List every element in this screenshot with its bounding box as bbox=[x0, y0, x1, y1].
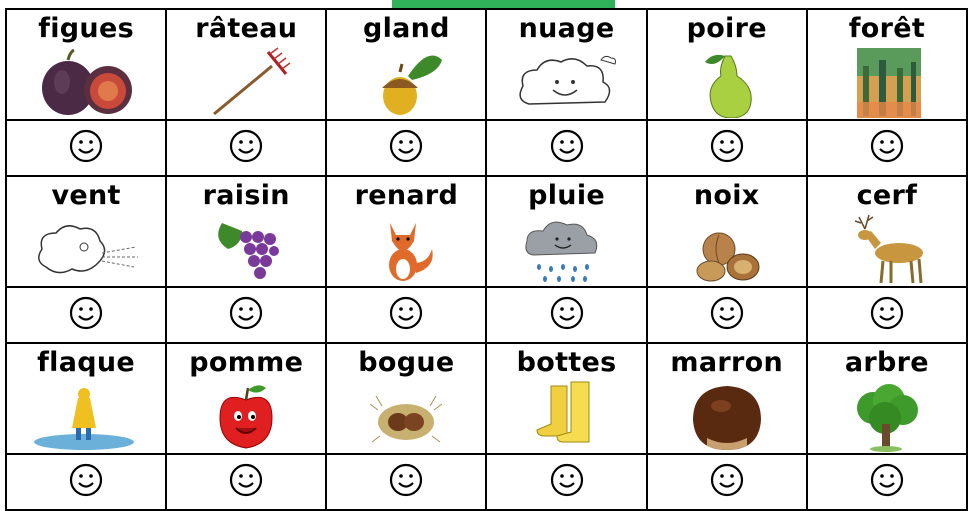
rain-cloud-icon bbox=[507, 213, 627, 285]
vocabulary-grid bbox=[5, 8, 968, 511]
cell-nuage bbox=[486, 9, 646, 120]
smiley-icon bbox=[550, 129, 584, 163]
smiley-icon bbox=[389, 463, 423, 497]
cell-poire bbox=[647, 9, 807, 120]
figs-icon bbox=[26, 46, 146, 118]
word-label: nuage bbox=[518, 13, 615, 44]
cell-vent bbox=[6, 176, 166, 287]
rake-icon bbox=[186, 46, 306, 118]
cell-gland bbox=[326, 9, 486, 120]
smiley-icon bbox=[710, 296, 744, 330]
cell-figues bbox=[6, 9, 166, 120]
tree-icon bbox=[827, 380, 947, 452]
word-label: arbre bbox=[844, 347, 929, 378]
walnut-icon bbox=[667, 213, 787, 285]
cell-foret bbox=[807, 9, 967, 120]
apple-icon bbox=[186, 380, 306, 452]
smiley-icon bbox=[710, 463, 744, 497]
word-label: forêt bbox=[848, 13, 926, 44]
word-label: renard bbox=[354, 180, 459, 211]
cell-marron bbox=[647, 343, 807, 454]
word-label: figues bbox=[38, 13, 134, 44]
word-row-2 bbox=[6, 176, 967, 287]
cell-rateau bbox=[166, 9, 326, 120]
smiley-icon bbox=[389, 296, 423, 330]
smiley-row-2 bbox=[6, 287, 967, 343]
blowing-wind-icon bbox=[26, 213, 146, 285]
fox-icon bbox=[346, 213, 466, 285]
cell-bottes bbox=[486, 343, 646, 454]
smiley-icon bbox=[550, 296, 584, 330]
smiley-icon bbox=[229, 296, 263, 330]
cell-cerf bbox=[807, 176, 967, 287]
cell-noix bbox=[647, 176, 807, 287]
smiley-icon bbox=[870, 463, 904, 497]
acorn-icon bbox=[346, 46, 466, 118]
smiley-icon bbox=[69, 296, 103, 330]
grapes-icon bbox=[186, 213, 306, 285]
smiley-icon bbox=[69, 463, 103, 497]
smiley-icon bbox=[389, 129, 423, 163]
cell-arbre bbox=[807, 343, 967, 454]
deer-icon bbox=[827, 213, 947, 285]
word-label: bogue bbox=[358, 347, 455, 378]
smiley-icon bbox=[550, 463, 584, 497]
word-label: marron bbox=[670, 347, 783, 378]
forest-icon bbox=[827, 46, 947, 118]
word-label: poire bbox=[686, 13, 767, 44]
cell-raisin bbox=[166, 176, 326, 287]
smiley-row-3 bbox=[6, 454, 967, 510]
word-label: raisin bbox=[202, 180, 290, 211]
cell-bogue bbox=[326, 343, 486, 454]
smiley-icon bbox=[229, 463, 263, 497]
smiley-icon bbox=[870, 296, 904, 330]
word-label: râteau bbox=[195, 13, 298, 44]
green-header-bar bbox=[392, 0, 615, 8]
smiling-cloud-icon bbox=[507, 46, 627, 118]
cell-pluie bbox=[486, 176, 646, 287]
chestnut-burr-icon bbox=[346, 380, 466, 452]
smiley-row-1 bbox=[6, 120, 967, 176]
word-label: gland bbox=[362, 13, 450, 44]
word-label: noix bbox=[693, 180, 760, 211]
smiley-icon bbox=[870, 129, 904, 163]
boots-icon bbox=[507, 380, 627, 452]
word-label: pomme bbox=[189, 347, 304, 378]
smiley-icon bbox=[69, 129, 103, 163]
smiley-icon bbox=[710, 129, 744, 163]
cell-renard bbox=[326, 176, 486, 287]
word-label: pluie bbox=[528, 180, 605, 211]
word-label: cerf bbox=[856, 180, 918, 211]
word-label: flaque bbox=[37, 347, 136, 378]
word-label: vent bbox=[51, 180, 121, 211]
cell-pomme bbox=[166, 343, 326, 454]
word-label: bottes bbox=[516, 347, 617, 378]
smiley-icon bbox=[229, 129, 263, 163]
puddle-child-icon bbox=[26, 380, 146, 452]
chestnut-icon bbox=[667, 380, 787, 452]
word-row-3 bbox=[6, 343, 967, 454]
word-row-1 bbox=[6, 9, 967, 120]
cell-flaque bbox=[6, 343, 166, 454]
pear-icon bbox=[667, 46, 787, 118]
